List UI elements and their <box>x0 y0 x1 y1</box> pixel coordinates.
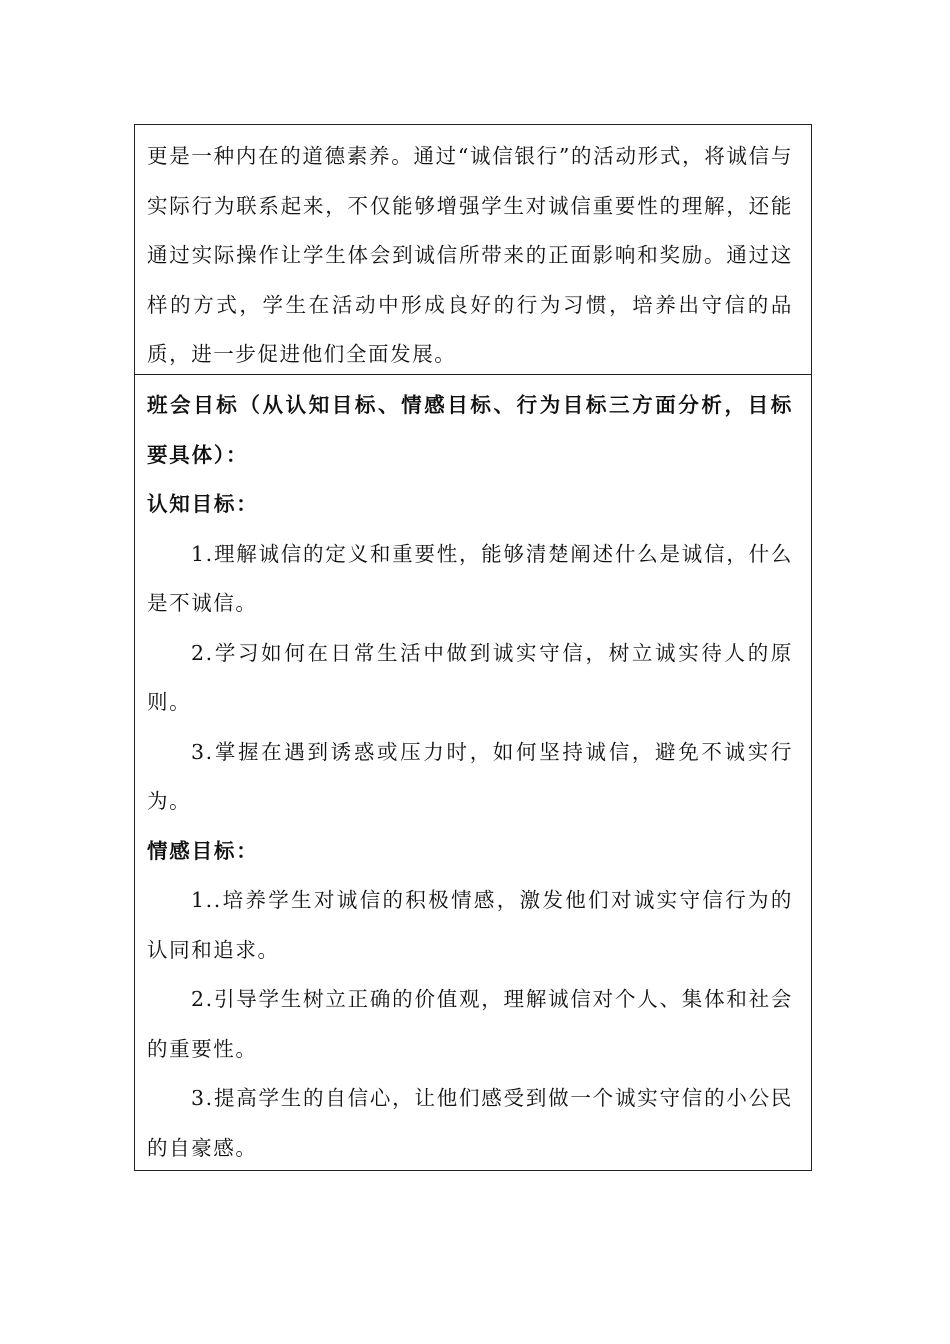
goals-cell <box>135 375 811 1170</box>
emotional-goal-item: 1..培养学生对诚信的积极情感，激发他们对诚实守信行为的认同和追求。 <box>147 888 793 962</box>
document-table <box>134 124 812 1171</box>
emotional-goal-item: 2.引导学生树立正确的价值观，理解诚信对个人、集体和社会的重要性。 <box>147 987 793 1061</box>
emotional-goal-item: 3.提高学生的自信心，让他们感受到做一个诚实守信的小公民的自豪感。 <box>147 1086 793 1160</box>
cognitive-goal-item: 1.理解诚信的定义和重要性，能够清楚阐述什么是诚信，什么是不诚信。 <box>147 541 793 615</box>
emotional-goals-title: 情感目标： <box>147 838 259 863</box>
intro-paragraph: 更是一种内在的道德素养。通过“诚信银行”的活动形式，将诚信与实际行为联系起来，不仅能够增强学生对诚信重要性的理解，还能通过实际操作让学生体会到诚信所带来的正面影响和奖励。通过这样的方式，学生在活动中形成良好的行为习惯，培养出守信的品质，进一步促进他们全面发展。 <box>147 144 793 366</box>
cognitive-goal-item: 3.掌握在遇到诱惑或压力时，如何坚持诚信，避免不诚实行为。 <box>147 739 793 813</box>
background-cell <box>135 125 811 375</box>
goals-heading: 班会目标（从认知目标、情感目标、行为目标三方面分析，目标要具体）： <box>147 393 793 467</box>
cognitive-goal-item: 2.学习如何在日常生活中做到诚实守信，树立诚实待人的原则。 <box>147 640 793 714</box>
cognitive-goals-title: 认知目标： <box>147 492 259 516</box>
